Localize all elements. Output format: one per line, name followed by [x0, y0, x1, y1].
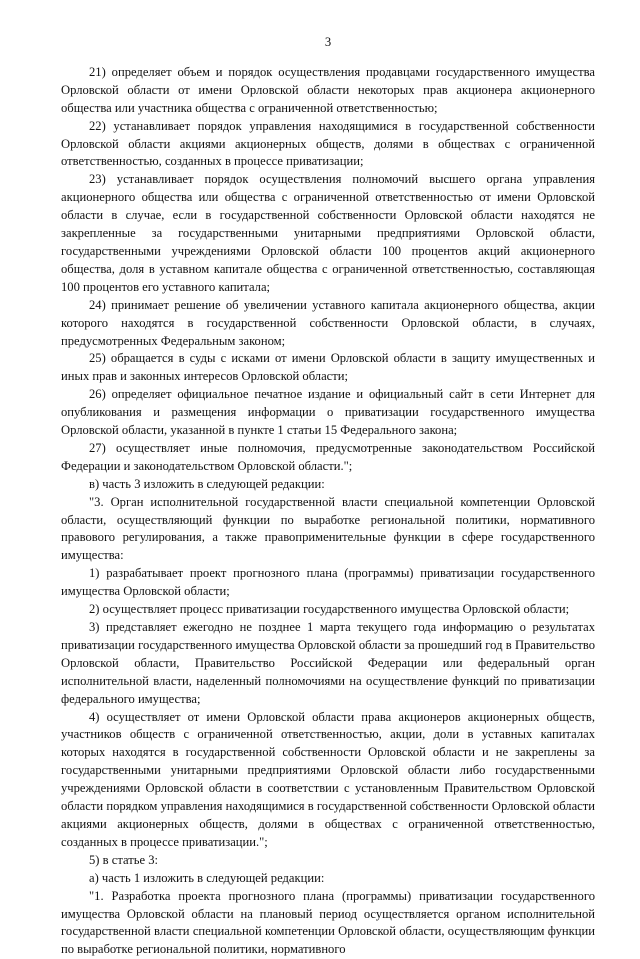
- document-page: [61, 34, 595, 959]
- paragraph: в) часть 3 изложить в следующей редакции:: [89, 476, 325, 491]
- page-number: 3: [324, 35, 332, 49]
- paragraph: 4) осуществляет от имени Орловской области права акционеров акционерных обществ, участников обществ с ограниченной ответственностью, акции, доли в уставных капиталах которых находятся в государственной собственности Орловской области и не закреплены за государственными унитарными предприятиями Орловской области либо государственными учреждениями Орловской области в соответствии с установленным Правительством Орловской области порядком управления находящимися в государственной собственности Орловской области акциями акционерных обществ, долями в обществах с ограниченной ответственностью, созданных в процессе приватизации.";: [61, 709, 595, 849]
- paragraph: 22) устанавливает порядок управления находящимися в государственной собственности Орловской области акциями акционерных обществ, долями в обществах с ограниченной ответственностью, созданных в процессе приватизации;: [61, 118, 595, 169]
- paragraph: 23) устанавливает порядок осуществления полномочий высшего органа управления акционерного общества или общества с ограниченной ответственностью от имени Орловской области в случае, если в государственной собственности Орловской области находятся не закрепленные за государственными унитарными предприятиями Орловской области, государственными учреждениями Орловской области 100 процентов акций акционерного общества, доля в уставном капитале общества с ограниченной ответственностью, составляющая 100 процентов его уставного капитала;: [61, 172, 595, 294]
- paragraph: 26) определяет официальное печатное издание и официальный сайт в сети Интернет для опубликования и размещения информации о приватизации государственного имущества Орловской области, указанной в пункте 1 статьи 15 Федерального закона;: [61, 387, 595, 438]
- paragraph: 5) в статье 3:: [89, 852, 159, 867]
- paragraph: 27) осуществляет иные полномочия, предусмотренные законодательством Российской Федерации и законодательством Орловской области.";: [61, 440, 595, 473]
- paragraph: а) часть 1 изложить в следующей редакции:: [89, 870, 325, 885]
- paragraph: 25) обращается в суды с исками от имени Орловской области в защиту имущественных и иных прав и законных интересов Орловской области;: [61, 351, 595, 384]
- paragraph: 2) осуществляет процесс приватизации государственного имущества Орловской области;: [89, 602, 570, 617]
- paragraph: 3) представляет ежегодно не позднее 1 марта текущего года информацию о результатах приватизации государственного имущества Орловской области за прошедший год в Правительство Орловской области, Правительство Российской Федерации или федеральный орган исполнительной власти, наделенный полномочиями на осуществление функций по приватизации федерального имущества;: [61, 620, 595, 706]
- paragraph: "3. Орган исполнительной государственной власти специальной компетенции Орловской области, осуществляющий функции по выработке региональной политики, нормативного правового регулирования, а также правоприменительные функции в сфере государственного имущества:: [61, 494, 595, 563]
- paragraph: 24) принимает решение об увеличении уставного капитала акционерного общества, акции которого находятся в государственной собственности Орловской области, в случаях, предусмотренных Федеральным законом;: [61, 297, 595, 348]
- paragraph: 21) определяет объем и порядок осуществления продавцами государственного имущества Орловской области от имени Орловской области некоторых прав акционера акционерного общества или участника общества с ограниченной ответственностью;: [61, 64, 595, 115]
- paragraph: "1. Разработка проекта прогнозного плана (программы) приватизации государственного имущества Орловской области на плановый период осуществляется органом исполнительной государственной власти специальной компетенции Орловской области, осуществляющим функции по выработке региональной политики, нормативного: [61, 888, 595, 957]
- paragraph: 1) разрабатывает проект прогнозного плана (программы) приватизации государственного имущества Орловской области;: [61, 566, 595, 599]
